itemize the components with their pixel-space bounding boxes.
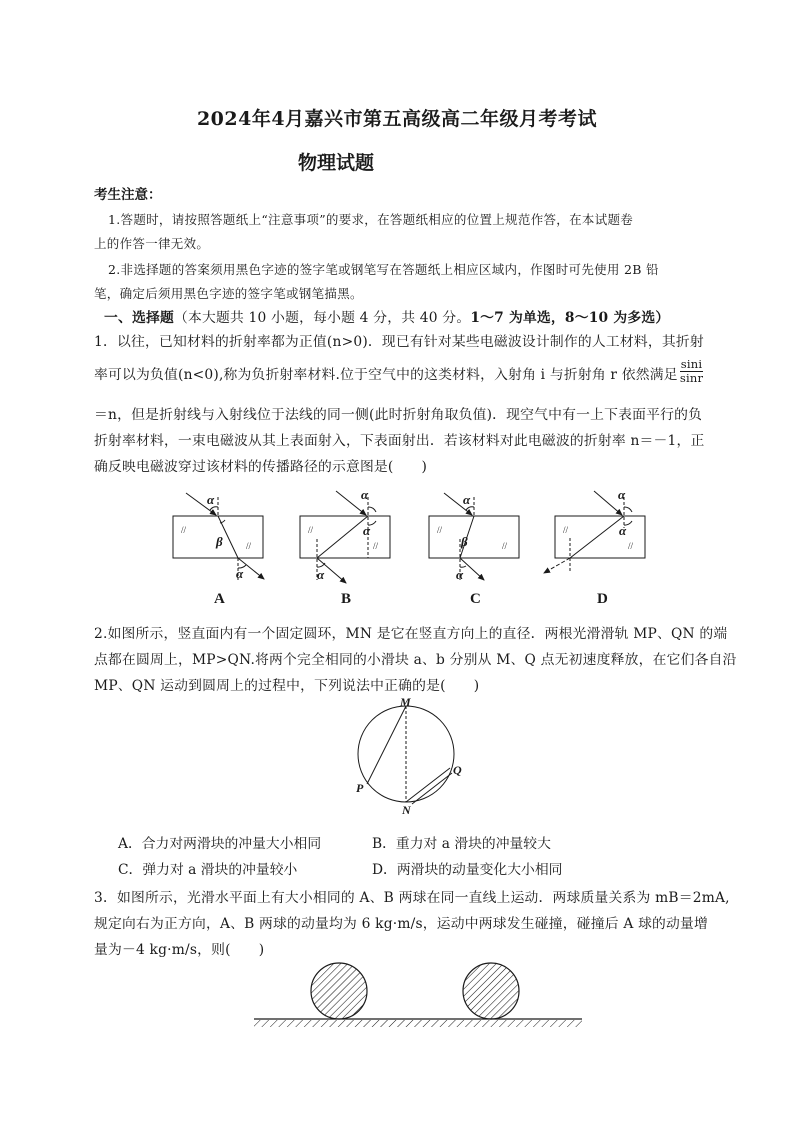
q3-line-2: 规定向右为正方向，A、B 两球的动量均为 6 kg·m/s，运动中两球发生碰撞，碰撞后 A 球的动量增 xyxy=(94,916,709,932)
q2-option-c: C．弹力对 a 滑块的冲量较小 xyxy=(118,862,298,878)
notice-line-2: 上的作答一律无效。 xyxy=(94,236,210,251)
notice-line-1: 1.答题时，请按照答题纸上“注意事项”的要求，在答题纸相应的位置上规范作答，在本试题卷 xyxy=(108,212,634,227)
notice-heading: 考生注意： xyxy=(94,187,162,203)
hatch-b-right: // xyxy=(373,541,379,551)
q1-line-3: ＝n，但是折射线与入射线位于法线的同一侧(此时折射角取负值)．现空气中有一上下表面平行的负 xyxy=(94,407,703,423)
section-heading-title: 一、选择题 xyxy=(104,310,174,326)
q3-line-3: 量为－4 kg·m/s，则( ) xyxy=(94,942,265,958)
point-m: M xyxy=(400,696,411,709)
hatch-d-left: // xyxy=(563,525,569,535)
hatch-a-left: // xyxy=(181,525,187,535)
diagram-c-alpha-bottom: α xyxy=(456,567,464,582)
q2-line-1: 2.如图所示，竖直面内有一个固定圆环，MN 是它在竖直方向上的直径．两根光滑滑轨 MP、QN 的端 xyxy=(94,626,728,642)
q1-fraction-num: sini xyxy=(680,357,703,371)
ground-hatch xyxy=(254,1020,582,1027)
diagram-b-alpha-mid: α xyxy=(363,523,371,538)
section-heading xyxy=(104,306,669,326)
hatch-d-right: // xyxy=(628,541,634,551)
diagram-label-a: A xyxy=(214,591,225,607)
ball-a xyxy=(311,963,367,1019)
exam-subtitle: 物理试题 xyxy=(298,152,375,174)
q1-line-2-text: 率可以为负值(n<0),称为负折射率材料.位于空气中的这类材料，入射角 i 与折射角 r 依然满足 xyxy=(94,367,678,383)
q2-line-2: 点都在圆周上，MP>QN.将两个完全相同的小滑块 a、b 分别从 M、Q 点无初速度释放，在它们各自沿 xyxy=(94,652,737,668)
hatch-c-right: // xyxy=(502,541,508,551)
diagram-c-alpha-top: α xyxy=(463,492,471,507)
point-n: N xyxy=(402,803,411,816)
hatch-c-left: // xyxy=(437,525,443,535)
section-heading-note: 1～7 为单选，8～10 为多选） xyxy=(470,310,670,326)
diagram-c xyxy=(429,493,519,580)
diagram-a-alpha-bottom: α xyxy=(236,566,244,581)
notice-line-4: 笔，确定后须用黑色字迹的签字笔或钢笔描黑。 xyxy=(94,286,363,301)
q3-balls-diagram xyxy=(250,962,590,1032)
diagram-label-c: C xyxy=(470,591,481,607)
diagram-b-alpha-top: α xyxy=(361,487,369,502)
diagram-d-alpha-top: α xyxy=(618,487,626,502)
diagram-d xyxy=(544,491,645,573)
diagram-label-b: B xyxy=(341,591,352,607)
diagram-d-alpha-mid: α xyxy=(619,523,627,538)
section-heading-desc: （本大题共 10 小题，每小题 4 分，共 40 分。 xyxy=(173,310,471,326)
q1-line-4: 折射率材料，一束电磁波从其上表面射入，下表面射出．若该材料对此电磁波的折射率 n＝－1，正 xyxy=(94,433,705,449)
q2-line-3: MP、QN 运动到圆周上的过程中，下列说法中正确的是( ) xyxy=(94,678,480,694)
q1-line-5: 确反映电磁波穿过该材料的传播路径的示意图是( ) xyxy=(94,459,428,475)
hatch-a-right: // xyxy=(246,541,252,551)
notice-line-3: 2.非选择题的答案须用黑色字迹的签字笔或钢笔写在答题纸上相应区域内，作图时可先使用 2B 铅 xyxy=(108,262,659,277)
diagram-label-d: D xyxy=(597,591,608,607)
q2-option-d: D．两滑块的动量变化大小相同 xyxy=(372,862,563,878)
diagram-c-beta: β xyxy=(461,534,468,549)
diagram-b-alpha-bottom: α xyxy=(317,567,325,582)
diagram-a-beta: β xyxy=(216,534,223,549)
q2-option-b: B．重力对 a 滑块的冲量较大 xyxy=(372,836,551,852)
diagram-a-alpha-top: α xyxy=(207,492,215,507)
q2-option-a: A．合力对两滑块的冲量大小相同 xyxy=(118,836,322,852)
q1-diagrams xyxy=(150,483,670,613)
q1-line-2 xyxy=(94,357,704,389)
point-p: P xyxy=(356,781,364,795)
q2-circle-diagram xyxy=(340,696,480,816)
exam-title: 2024年4月嘉兴市第五高级高二年级月考考试 xyxy=(196,108,598,130)
point-q: Q xyxy=(453,763,462,777)
diagram-b xyxy=(300,491,390,583)
q1-line-1: 1．以往，已知材料的折射率都为正值(n>0)．现已有针对某些电磁波设计制作的人工材料，其折射 xyxy=(94,334,704,350)
q1-fraction-den: sinr xyxy=(679,371,704,385)
ball-b xyxy=(463,963,519,1019)
q1-fraction xyxy=(680,358,703,385)
q3-line-1: 3．如图所示，光滑水平面上有大小相同的 A、B 两球在同一直线上运动．两球质量关系为 mB＝2mA, xyxy=(94,890,730,906)
hatch-b-left: // xyxy=(308,525,314,535)
